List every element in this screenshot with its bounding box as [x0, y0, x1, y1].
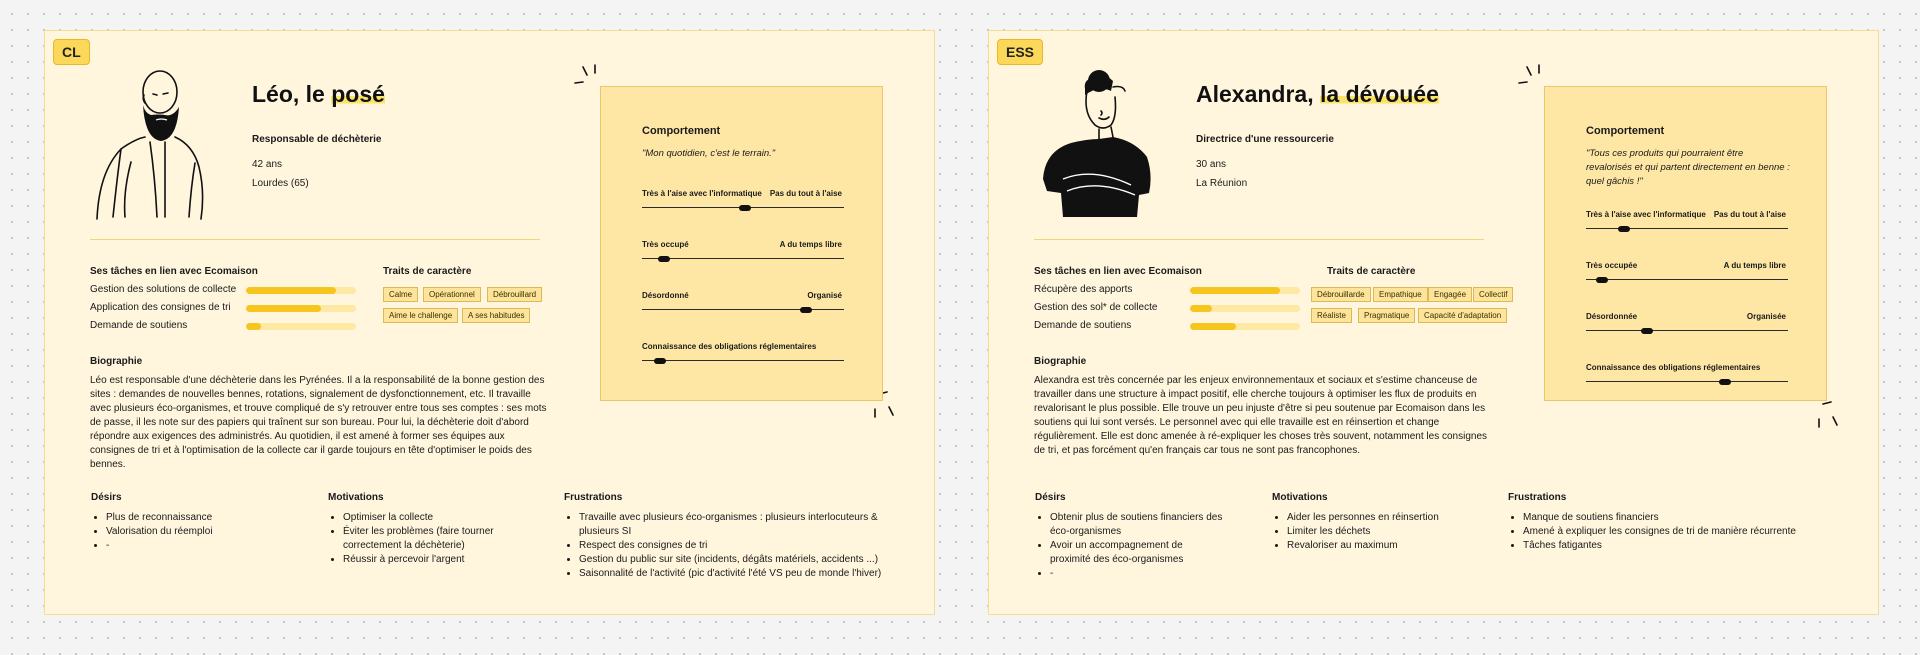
task-progress-fill	[1190, 287, 1280, 294]
slider-knob	[800, 307, 812, 313]
behavior-title: Comportement	[1586, 125, 1665, 137]
slider-right-label: Pas du tout à l'aise	[769, 189, 842, 198]
slider-track	[1586, 279, 1788, 280]
persona-card-leo	[44, 30, 935, 615]
name-highlight: posé	[331, 81, 385, 107]
slider-track	[642, 309, 844, 310]
slider-track	[1586, 228, 1788, 229]
slider-left-label: Très occupé	[642, 240, 689, 249]
trait-tag: Réaliste	[1311, 308, 1352, 323]
behavior-panel	[600, 86, 883, 401]
bio-title: Biographie	[1034, 356, 1087, 367]
avatar-illustration	[1039, 67, 1154, 222]
slider-track	[642, 360, 844, 361]
slider-right-label: A du temps libre	[1723, 261, 1786, 270]
frustrations-list	[1508, 511, 1838, 553]
persona-location: La Réunion	[1196, 178, 1248, 189]
task-progress-fill	[1190, 305, 1212, 312]
list-item: • Amené à expliquer les consignes de tri de manière récurrente	[1523, 525, 1838, 539]
persona-role: Directrice d'une ressourcerie	[1196, 134, 1334, 145]
behavior-quote: "Tous ces produits qui pourraient être revalorisés et qui partent directement en benne : quel gâchis !"	[1586, 148, 1790, 187]
task-label: Gestion des solutions de collecte	[90, 284, 237, 295]
frustrations-title: Frustrations	[1508, 492, 1567, 503]
divider	[90, 239, 540, 240]
desires-title: Désirs	[91, 492, 122, 503]
trait-tag: Débrouillarde	[1311, 287, 1371, 302]
bio-title: Biographie	[90, 356, 143, 367]
list-item: • Revaloriser au maximum	[1287, 539, 1472, 553]
task-progress-bar	[1190, 305, 1300, 312]
motivations-list	[328, 511, 513, 567]
name-highlight: la dévouée	[1320, 81, 1439, 107]
bio-text: Léo est responsable d'une déchèterie dans les Pyrénées. Il a la responsabilité de la bonne gestion des sites : demandes de nouvelles bennes, rotations, signalement de dysfonctionnement, etc. Il travaille avec plusieurs éco-organismes, et trouve compliqué de s'y retrouver entre tous ses comptes : ses mots de passe, il les note sur des papiers qui traînent sur son bureau. Pour lui, la déchèterie doit d'abord répondre aux exigences des administrés. Au quotidien, il est amené à former ses équipes aux consignes de tri et à l'optimisation de la collecte car il garde toujours en tête d'optimiser le poids des bennes.	[90, 375, 547, 470]
task-progress-fill	[246, 287, 336, 294]
avatar-illustration	[95, 67, 210, 222]
list-item: • Manque de soutiens financiers	[1523, 511, 1838, 525]
task-label: Demande de soutiens	[90, 320, 188, 331]
list-item: • Tâches fatigantes	[1523, 539, 1838, 553]
trait-tag: Aime le challenge	[383, 308, 458, 323]
list-item: • Obtenir plus de soutiens financiers des éco-organismes	[1050, 511, 1225, 539]
task-progress-bar	[246, 287, 356, 294]
slider-track	[1586, 330, 1788, 331]
list-item: • -	[106, 539, 306, 553]
persona-age: 42 ans	[252, 159, 283, 170]
slider-left-label: Très à l'aise avec l'informatique	[1586, 210, 1706, 219]
list-item: • Respect des consignes de tri	[579, 539, 894, 553]
slider-right-label: Organisé	[807, 291, 842, 300]
slider-knob	[739, 205, 751, 211]
slider-track	[1586, 381, 1788, 382]
slider-track	[642, 258, 844, 259]
slider-left-label: Connaissance des obligations réglementaires	[642, 342, 817, 351]
list-item: • Avoir un accompagnement de proximité des éco-organismes	[1050, 539, 1225, 567]
behavior-title: Comportement	[642, 125, 721, 137]
persona-badge: CL	[53, 39, 90, 65]
trait-tag: A ses habitudes	[462, 308, 530, 323]
task-label: Application des consignes de tri	[90, 302, 231, 313]
slider-left-label: Désordonné	[642, 291, 689, 300]
list-item: • Optimiser la collecte	[343, 511, 513, 525]
slider-right-label: Organisée	[1746, 312, 1786, 321]
task-progress-fill	[246, 323, 261, 330]
task-progress-fill	[246, 305, 321, 312]
list-item: • Gestion du public sur site (incidents, dégâts matériels, accidents ...)	[579, 553, 894, 567]
slider-knob	[1596, 277, 1608, 283]
behavior-quote: "Mon quotidien, c'est le terrain."	[642, 148, 776, 159]
list-item: • Valorisation du réemploi	[106, 525, 306, 539]
slider-knob	[1719, 379, 1731, 385]
frustrations-list	[564, 511, 894, 581]
list-item: • Limiter les déchets	[1287, 525, 1472, 539]
slider-knob	[1618, 226, 1630, 232]
slider-knob	[654, 358, 666, 364]
trait-tag: Capacité d'adaptation	[1418, 308, 1507, 323]
frustrations-title: Frustrations	[564, 492, 623, 503]
motivations-title: Motivations	[1272, 492, 1328, 503]
name-prefix: Alexandra,	[1196, 81, 1320, 107]
trait-tag: Engagée	[1428, 287, 1472, 302]
list-item: • Plus de reconnaissance	[106, 511, 306, 525]
list-item: • Aider les personnes en réinsertion	[1287, 511, 1472, 525]
task-progress-fill	[1190, 323, 1236, 330]
persona-location: Lourdes (65)	[252, 178, 309, 189]
bio-text: Alexandra est très concernée par les enjeux environnementaux et sociaux et s'estime chanceuse de travailler dans une structure à impact positif, elle cherche toujours à optimiser les flux de produits en revalorisant le plus possible. Elle trouve un peu injuste d'être si peu soutenue par Ecomaison dans les soutiens qui lui sont versés. Le personnel avec qui elle travaille est en réinsertion et change régulièrement. Elle est donc amenée à ré-expliquer les choses très souvent, notamment les consignes de tri, et pas forcément qu'en français car tous ne sont pas francophones.	[1034, 375, 1488, 456]
tasks-title: Ses tâches en lien avec Ecomaison	[1034, 266, 1202, 277]
persona-role: Responsable de déchèterie	[252, 134, 382, 145]
slider-left-label: Désordonnée	[1586, 312, 1638, 321]
desires-title: Désirs	[1035, 492, 1066, 503]
slider-left-label: Très occupée	[1586, 261, 1638, 270]
traits-title: Traits de caractère	[1327, 266, 1416, 277]
traits-title: Traits de caractère	[383, 266, 472, 277]
trait-tag: Collectif	[1473, 287, 1513, 302]
name-prefix: Léo, le	[252, 81, 332, 107]
list-item: • Éviter les problèmes (faire tourner correctement la déchèterie)	[343, 525, 513, 553]
sparkle-decoration	[1815, 401, 1855, 441]
behavior-panel	[1544, 86, 1827, 401]
persona-name	[1196, 81, 1439, 108]
task-label: Récupère des apports	[1034, 284, 1133, 295]
slider-left-label: Très à l'aise avec l'informatique	[642, 189, 762, 198]
motivations-list	[1272, 511, 1472, 553]
slider-knob	[658, 256, 670, 262]
slider-left-label: Connaissance des obligations réglementaires	[1586, 363, 1761, 372]
list-item: • Réussir à percevoir l'argent	[343, 553, 513, 567]
list-item: • Travaille avec plusieurs éco-organismes : plusieurs interlocuteurs & plusieurs SI	[579, 511, 894, 539]
task-progress-bar	[246, 305, 356, 312]
slider-right-label: A du temps libre	[779, 240, 842, 249]
persona-card-alexandra	[988, 30, 1879, 615]
motivations-title: Motivations	[328, 492, 384, 503]
task-progress-bar	[1190, 323, 1300, 330]
trait-tag: Débrouillard	[487, 287, 542, 302]
persona-badge: ESS	[997, 39, 1043, 65]
trait-tag: Empathique	[1373, 287, 1428, 302]
trait-tag: Calme	[383, 287, 418, 302]
list-item: • -	[1050, 567, 1225, 581]
task-progress-bar	[1190, 287, 1300, 294]
divider	[1034, 239, 1484, 240]
task-label: Demande de soutiens	[1034, 320, 1132, 331]
persona-name	[252, 81, 385, 108]
slider-right-label: Pas du tout à l'aise	[1713, 210, 1786, 219]
trait-tag: Pragmatique	[1358, 308, 1415, 323]
persona-age: 30 ans	[1196, 159, 1227, 170]
tasks-title: Ses tâches en lien avec Ecomaison	[90, 266, 258, 277]
trait-tag: Opérationnel	[423, 287, 481, 302]
desires-list	[1035, 511, 1225, 581]
desires-list	[91, 511, 306, 553]
task-label: Gestion des sol* de collecte	[1034, 302, 1158, 313]
list-item: • Saisonnalité de l'activité (pic d'activité l'été VS peu de monde l'hiver)	[579, 567, 894, 581]
task-progress-bar	[246, 323, 356, 330]
slider-knob	[1641, 328, 1653, 334]
